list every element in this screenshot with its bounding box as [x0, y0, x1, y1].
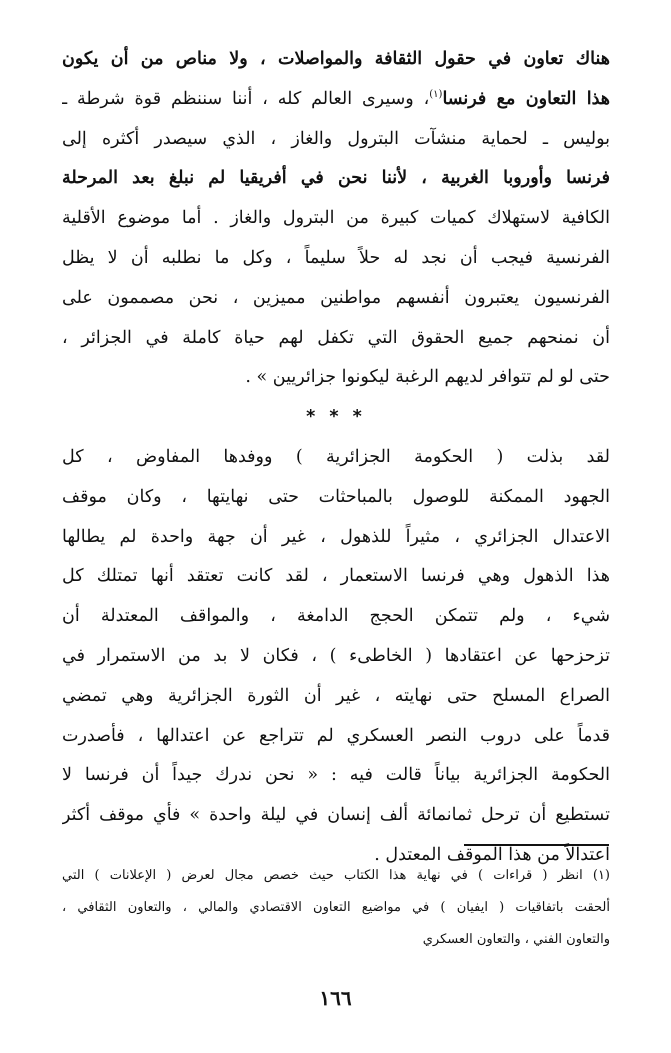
body-line-text: لقد بذلت ( الحكومة الجزائرية ) ووفدها المفاوض ، كل — [62, 446, 610, 467]
body-line — [62, 159, 610, 199]
body-line-text: تزحزحها عن اعتقادها ( الخاطىء ) ، فكان لا بد من الاستمرار في — [62, 645, 610, 666]
body-line-text: هناك تعاون في حقول الثقافة والمواصلات ، ولا مناص من أن يكون — [62, 49, 610, 69]
body-line — [62, 199, 610, 239]
body-line-text: فرنسا وأوروبا الغربية ، لأننا نحن في أفريقيا لم نبلغ بعد المرحلة — [62, 168, 610, 189]
body-line-text: حتى لو لم تتوافر لديهم الرغبة ليكونوا جزائريين » . — [245, 367, 610, 388]
body-line — [62, 358, 610, 398]
body-line — [62, 637, 610, 677]
footnote-separator — [464, 844, 609, 846]
footnote-reference: (١) — [429, 88, 443, 100]
footnote-line: والتعاون الفني ، والتعاون العسكري — [422, 932, 610, 947]
body-line-text: الحكومة الجزائرية بياناً قالت فيه : « نحن ندرك جيداً أن فرنسا لا — [62, 765, 610, 786]
body-line-text: شيء ، ولم تتمكن الحجج الدامغة ، والمواقف المعتدلة أن — [62, 606, 610, 627]
body-line-text: الاعتدال الجزائري ، مثيراً للذهول ، غير أن جهة واحدة لم يطالها — [62, 526, 610, 547]
body-text — [62, 40, 610, 876]
section-separator — [62, 398, 610, 438]
page-number: ١٦٦ — [319, 986, 352, 1010]
body-line-text: الكافية لاستهلاك كميات كبيرة من البترول والغاز . أما موضوع الأقلية — [62, 208, 610, 229]
body-line-text: * * * — [306, 407, 366, 428]
body-line-text: الصراع المسلح حتى نهايته ، غير أن الثورة الجزائرية وهي تمضي — [62, 685, 610, 706]
footnotes — [62, 860, 610, 956]
body-line — [62, 40, 610, 80]
body-line — [62, 518, 610, 558]
body-line — [62, 80, 610, 120]
body-line-text: ، وسيرى العالم كله ، أننا سننظم قوة شرطة ـ — [62, 88, 430, 109]
body-line-text: بوليس ـ لحماية منشآت البترول والغاز ، الذي سيصدر أكثره إلى — [62, 128, 610, 149]
body-line-text: أن نمنحهم جميع الحقوق التي تكفل لهم حياة كاملة في الجزائر ، — [62, 327, 610, 348]
body-line — [62, 756, 610, 796]
body-line — [62, 677, 610, 717]
body-line — [62, 120, 610, 160]
body-line-text: هذا التعاون مع فرنسا — [442, 88, 610, 109]
body-line — [62, 319, 610, 359]
body-line — [62, 239, 610, 279]
body-line-text: هذا الذهول وهي فرنسا الاستعمار ، لقد كانت تعتقد أنها تمتلك كل — [62, 566, 610, 587]
body-line — [62, 279, 610, 319]
body-line-text: الفرنسية فيجب أن نجد له حلاً سليماً ، وكل ما نطلبه أن لا يظل — [62, 247, 610, 268]
body-line-text: الفرنسيون يعتبرون أنفسهم مواطنين مميزين ، نحن مصممون على — [62, 287, 610, 308]
body-line — [62, 478, 610, 518]
body-line — [62, 597, 610, 637]
body-line-text: الجهود الممكنة للوصول بالمباحثات حتى نهايتها ، وكان موقف — [62, 486, 610, 507]
footnote-line: (١) انظر ( قراءات ) في نهاية هذا الكتاب حيث خصص مجال لعرض ( الإعلانات ) التي — [62, 868, 610, 883]
body-line — [62, 796, 610, 836]
body-line — [62, 717, 610, 757]
body-line-text: تستطيع أن ترحل ثمانمائة ألف إنسان في ليلة واحدة » فأي موقف أكثر — [62, 805, 610, 826]
body-line-text: اعتدالاً من هذا الموقف المعتدل . — [374, 844, 610, 865]
body-line-text: قدماً على دروب النصر العسكري لم تتراجع عن اعتدالها ، فأصدرت — [62, 725, 610, 746]
body-line — [62, 557, 610, 597]
footnote-line: ألحقت باتفاقيات ( ايفيان ) في مواضيع التعاون الاقتصادي والمالي ، والتعاون الثقافي ، — [62, 900, 610, 915]
body-line — [62, 438, 610, 478]
